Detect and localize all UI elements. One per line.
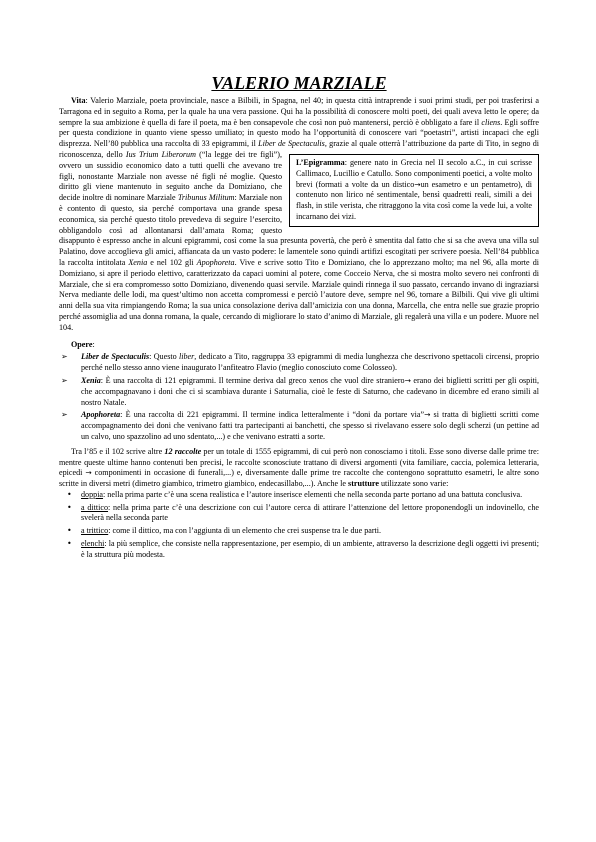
arrow-bullet-icon: ➢ [61,352,68,362]
bio-paragraph: Vita: Valerio Marziale, poeta provinciale, nasce a Bilbili, in Spagna, nel 40; in questa città intraprende i suoi primi studi, per poi trasferirsi a Tarragona ed in seguito a Roma, per la quale ha una vera passione. Qui ha la possibilità di conoscere molti poeti, dei quali aveva letto le opere; da sempre la sua ambizione è quella di fare il poeta, ma è ben consapevole che così non può mantenersi, perciò è obbligato a fare il cliens. Egli soffre per questa condizione in quanto viene spesso umiliato; in questo modo ha l’opportunità di conoscere vari “poetastri”, artisti incapaci che egli disprezza. Nell’80 pubblica una raccolta di 33 epigrammi, il Liber de Spectaculis, grazie al quale otterrà l’attribuzione da parte di Tito, in segno di riconoscenza, dello L’Epigramma: genere nato in Grecia nel II secolo a.C., in cui scrisse Callimaco, Lucillio e Catullo. Sono componimenti poetici, a volte molto brevi (formati a volte da un distico→un esametro e un pentametro), di contenuto non lirico né sentimentale, bensì quadretti reali, simili a dei flash, in stile verista, che ritraggono la vita così come la vede lui, a volte incarnano dei vizi. Ius Trium Liberorum (“la legge dei tre figli”), ovvero un sussidio economico dato a tutti quelli che avevano tre figli, nonostante Marziale non avesse né figli né moglie. Questo diritto gli viene mantenuto in seguito anche da Domiziano, che decide inoltre di nominare Marziale Tribunus Militum: Marziale non è contento di questo, sia perché comportava una grande spesa economica, sia perché questo titolo prevedeva di seguire l’esercito, obbligandolo così ad allontanarsi dall’amata Roma; questo disappunto è espresso anche in alcuni epigrammi, così come la sua presunta povertà, che però è smentita dal fatto che si sa che aveva una villa sul Palatino, dove accoglieva gli amici, affiancata da un vasto podere: le lamentele sono quindi artifizi escogitati per scrivere poesia. Nell’84 pubblica la raccolta intitolata Xenia e nel 102 gli Apophoreta. Vive e scrive sotto Tito e Domiziano, che lo apprezzano molto; ma nel 96, alla morte di Domiziano, si apre il periodo elettivo, caratterizzato da capaci uomini al potere, come Cocceio Nerva, che si mostra molto severo nei confronti di Marziale, che si era compromesso sotto Domiziano, divenendo quasi servile. Marziale quindi rinnega il suo passato, cercando invano di ingraziarsi Nerva mediante delle lodi, ma quest’ultimo non accetta compromessi e perciò l’autore deve, sempre nel 96, tornare a Bilbili. Qui vive gli ultimi anni della sua vita rimpiangendo Roma; la sua unica consolazione deriva dall’amicizia con una donna, Marcella, che entra nelle sue grazie proprio perché assomiglia ad una donna romana, la quale, cercando di migliorare lo stato d’animo di Marziale, gli regalerà una villa e un podere. Muore nel 104. [59,96,540,332]
dot-bullet-icon: • [67,539,72,549]
arrow-icon: → [414,179,421,189]
arrow-icon: → [424,410,431,420]
document-page [59,72,539,563]
structure-name: elenchi [81,539,105,549]
list-item: ➢ Liber de Spectaculis: Questo liber, dedicato a Tito, raggruppa 33 epigrammi di media lunghezza che descrivono spettacoli circensi, proprio perché nello stesso anno viene inaugurato l’anfiteatro Flavio (meglio conosciuto come Colosseo). [61,352,539,373]
list-item: ➢ Apophoreta: È una raccolta di 221 epigrammi. Il termine indica letteralmente i “doni da portare via”→ si tratta di biglietti scritti come accompagnamento dei doni che venivano fatti tra partecipanti ai banchetti, che spesso si rivelavano essere solo degli scherzi (un pettine ad un calvo, uno spazzolino ad uno sdentato,...) e che venivano estratti a sorte. [61,410,539,441]
work-title: Apophoreta [81,410,121,420]
list-item: ➢ Xenia: È una raccolta di 121 epigrammi. Il termine deriva dal greco xenos che vuol dire straniero→ erano dei biglietti scritti per gli ospiti, che accompagnavano i doni che ci si scambiava durante i Saturnalia, cioè le feste di Saturno, che cadevano in dicembre ed erano simili al nostro Natale. [61,375,539,407]
arrow-bullet-icon: ➢ [61,410,68,420]
structure-name: a dittico [81,502,109,512]
bio-lead: Vita [71,96,86,105]
callout-lead: L’Epigramma [296,157,345,167]
structure-name: doppia [81,489,104,499]
arrow-icon: → [404,375,411,385]
opere-heading: Opere: [71,339,95,349]
arrow-icon: → [85,468,92,478]
list-item: • doppia: nella prima parte c’è una scena realistica e l’autore inserisce elementi che nella seconda parte portano ad una battuta conclusiva. [67,489,523,499]
dot-bullet-icon: • [67,489,72,499]
page-title: VALERIO MARZIALE [211,73,387,93]
dot-bullet-icon: • [67,526,72,536]
strutture-list [59,490,539,561]
dot-bullet-icon: • [67,502,72,512]
work-title: Xenia [81,375,101,385]
list-item: • a trittico: come il dittico, ma con l’aggiunta di un elemento che crei suspense tra le due parti. [67,526,382,536]
list-item: • elenchi: la più semplice, che consiste nella rappresentazione, per esempio, di un ambiente, attraverso la descrizione degli oggetti ivi presenti; è la struttura più modesta. [67,539,539,559]
work-title: Liber de Spectaculis [81,352,150,362]
epigramma-callout-box: L’Epigramma: genere nato in Grecia nel II secolo a.C., in cui scrisse Callimaco, Lucillio e Catullo. Sono componimenti poetici, a volte molto brevi (formati a volte da un distico→un esametro e un pentametro), di contenuto non lirico né sentimentale, bensì quadretti reali, simili a dei flash, in stile verista, che ritraggono la vita così come la vede lui, a volte incarnano dei vizi. [289,154,539,227]
structure-name: a trittico [81,526,109,536]
arrow-bullet-icon: ➢ [61,375,68,385]
list-item: • a dittico: nella prima parte c’è una descrizione con cui l’autore cerca di attirare l’attenzione del lettore proponendogli un indovinello, che svelerà nella seconda parte [67,502,539,523]
raccolte-paragraph: Tra l’85 e il 102 scrive altre 12 raccolte per un totale di 1555 epigrammi, di cui però non conosciamo i titoli. Esse sono diverse dalle prime tre: mentre queste ultime hanno contenuti ben precisi, le raccolte sconosciute trattano di diversi argomenti (vita familiare, caccia, polemica letteraria, epicedi → componimenti in occasione di funerali,...) e, diversamente dalle prime tre raccolte che contengono soprattutto esametri, le altre sono scritte in diversi metri (dimetro giambico, trimetro giambico, endecasillabo,...). Anche le strutture utilizzate sono varie: [59,446,539,489]
opere-list [59,352,539,442]
